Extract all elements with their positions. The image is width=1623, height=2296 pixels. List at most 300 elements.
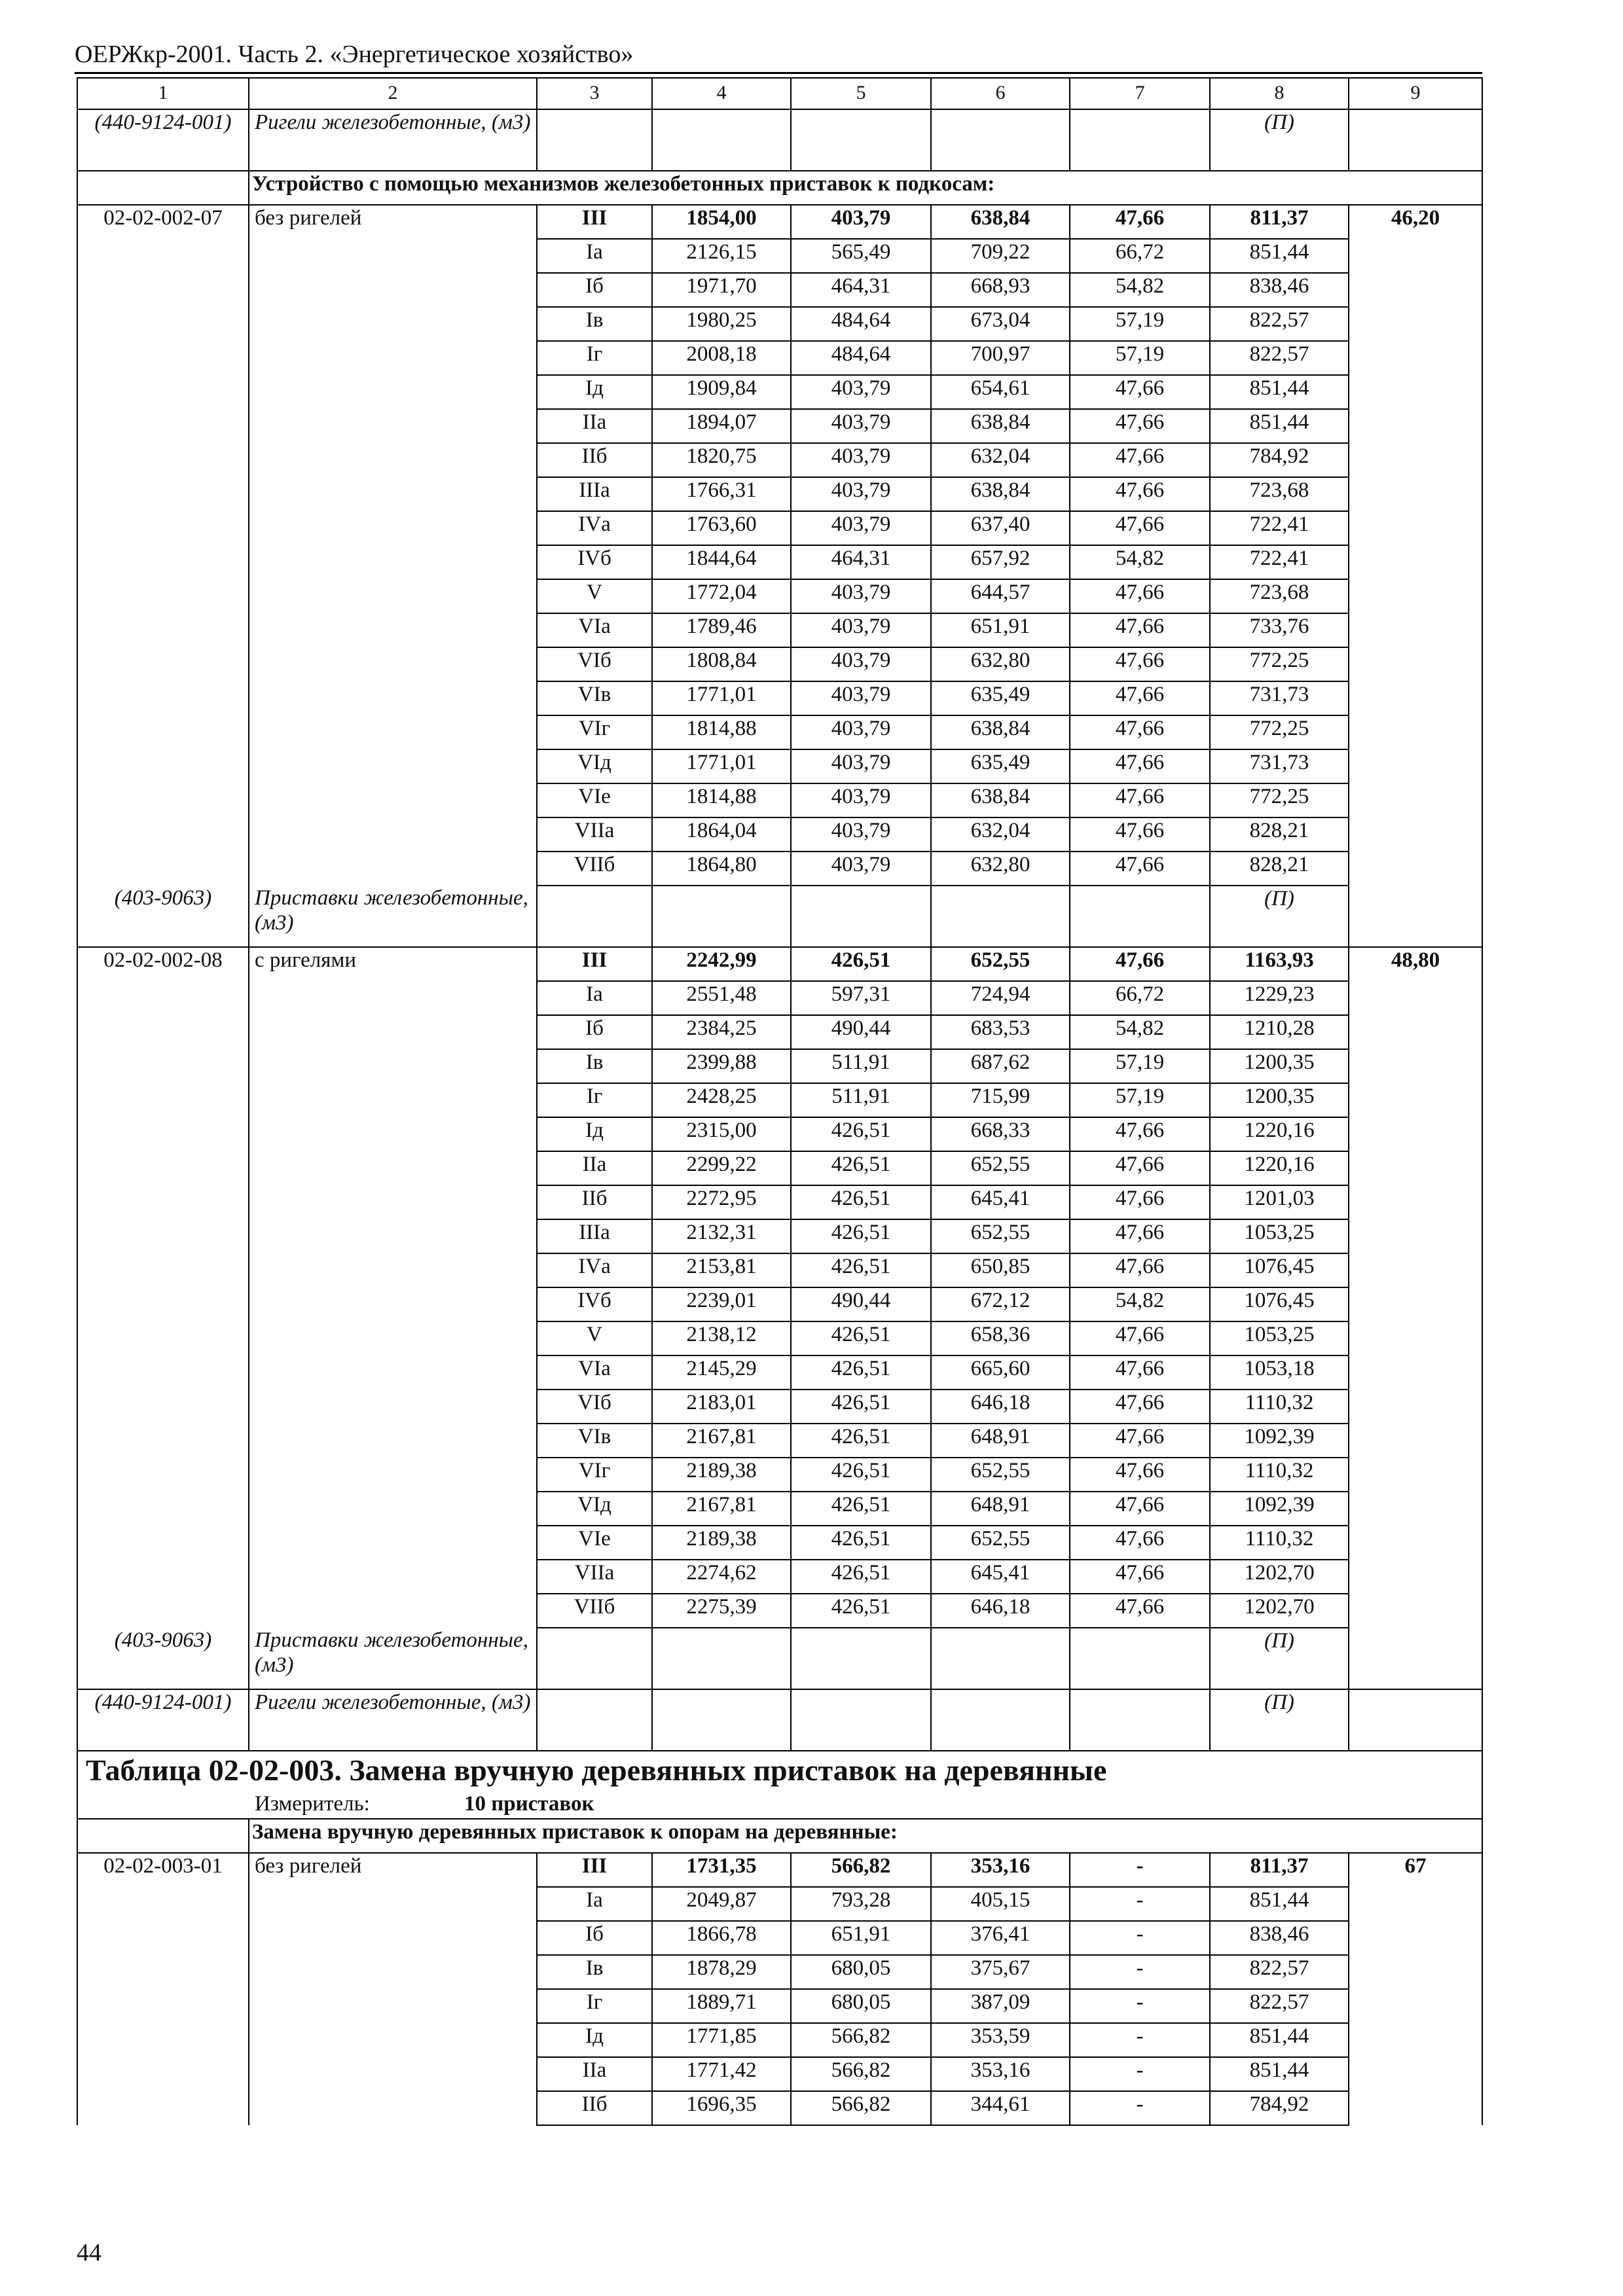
machine-operation: 638,84: [931, 715, 1070, 749]
machinist-wages: 54,82: [1070, 545, 1210, 579]
machinist-wages: 47,66: [1070, 1492, 1210, 1526]
rate-row: [77, 947, 1482, 981]
wages: 403,79: [791, 715, 931, 749]
materials: 733,76: [1210, 613, 1349, 647]
materials: 851,44: [1210, 239, 1349, 273]
region-zone: Iб: [537, 273, 652, 307]
machine-operation: 646,18: [931, 1594, 1070, 1628]
machinist-wages: 57,19: [1070, 307, 1210, 341]
region-zone: VIIб: [537, 852, 652, 886]
materials: 822,57: [1210, 1989, 1349, 2023]
machine-operation: 645,41: [931, 1560, 1070, 1594]
total-cost: 2167,81: [652, 1424, 791, 1458]
total-cost: 2008,18: [652, 341, 791, 375]
wages: 426,51: [791, 1526, 931, 1560]
region-zone: Iв: [537, 1049, 652, 1083]
machine-operation: 668,93: [931, 273, 1070, 307]
column-number-row: [77, 78, 1482, 109]
wages: 511,91: [791, 1049, 931, 1083]
page-number: 44: [77, 2239, 101, 2267]
materials: 1110,32: [1210, 1390, 1349, 1424]
region-zone: IIа: [537, 2057, 652, 2091]
materials: 772,25: [1210, 647, 1349, 681]
wages: 426,51: [791, 1560, 931, 1594]
resource-reference-row: [77, 109, 1482, 171]
column-number: 6: [931, 78, 1070, 109]
rate-code: 02-02-002-08: [77, 947, 249, 1628]
column-number: 1: [77, 78, 249, 109]
region-zone: IIа: [537, 1151, 652, 1185]
total-cost: 1894,07: [652, 409, 791, 443]
wages: 426,51: [791, 1185, 931, 1219]
rate-description: с ригелями: [249, 947, 537, 1628]
wages: 426,51: [791, 1253, 931, 1287]
region-zone: IVа: [537, 1253, 652, 1287]
wages: 403,79: [791, 375, 931, 409]
machinist-wages: 54,82: [1070, 1015, 1210, 1049]
section-heading-row: [77, 1819, 1482, 1853]
rate-code: 02-02-003-01: [77, 1853, 249, 2125]
total-cost: 2049,87: [652, 1887, 791, 1921]
region-zone: VIд: [537, 749, 652, 783]
materials: 1092,39: [1210, 1492, 1349, 1526]
resource-flag: (П): [1210, 886, 1349, 947]
labor-costs: 48,80: [1349, 947, 1482, 1628]
resource-flag: (П): [1210, 109, 1349, 171]
total-cost: 2274,62: [652, 1560, 791, 1594]
region-zone: IIб: [537, 1185, 652, 1219]
total-cost: 2189,38: [652, 1526, 791, 1560]
machine-operation: 658,36: [931, 1321, 1070, 1355]
wages: 403,79: [791, 749, 931, 783]
machine-operation: 638,84: [931, 477, 1070, 511]
total-cost: 1696,35: [652, 2091, 791, 2125]
region-zone: Iд: [537, 1117, 652, 1151]
machine-operation: 353,16: [931, 2057, 1070, 2091]
machinist-wages: -: [1070, 1853, 1210, 1887]
total-cost: 2126,15: [652, 239, 791, 273]
materials: 851,44: [1210, 2023, 1349, 2057]
materials: 1220,16: [1210, 1117, 1349, 1151]
total-cost: 1864,04: [652, 817, 791, 852]
machinist-wages: 47,66: [1070, 817, 1210, 852]
materials: 822,57: [1210, 341, 1349, 375]
total-cost: 2299,22: [652, 1151, 791, 1185]
materials: 851,44: [1210, 2057, 1349, 2091]
section-heading-row: [77, 171, 1482, 205]
wages: 426,51: [791, 1390, 931, 1424]
region-zone: III: [537, 1853, 652, 1887]
wages: 566,82: [791, 2057, 931, 2091]
wages: 426,51: [791, 1219, 931, 1253]
machinist-wages: 54,82: [1070, 273, 1210, 307]
resource-code: (440-9124-001): [77, 109, 249, 171]
measure-value: 10 приставок: [464, 1792, 594, 1816]
region-zone: Iд: [537, 2023, 652, 2057]
total-cost: 2242,99: [652, 947, 791, 981]
machine-operation: 651,91: [931, 613, 1070, 647]
region-zone: Iа: [537, 239, 652, 273]
materials: 731,73: [1210, 681, 1349, 715]
region-zone: VIб: [537, 647, 652, 681]
wages: 680,05: [791, 1955, 931, 1989]
machinist-wages: 47,66: [1070, 1560, 1210, 1594]
region-zone: Iа: [537, 1887, 652, 1921]
total-cost: 1854,00: [652, 205, 791, 239]
wages: 793,28: [791, 1887, 931, 1921]
materials: 851,44: [1210, 375, 1349, 409]
header-rule: [75, 72, 1482, 74]
materials: 811,37: [1210, 205, 1349, 239]
materials: 723,68: [1210, 477, 1349, 511]
materials: 784,92: [1210, 2091, 1349, 2125]
wages: 464,31: [791, 273, 931, 307]
region-zone: VIб: [537, 1390, 652, 1424]
total-cost: 1820,75: [652, 443, 791, 477]
total-cost: 1980,25: [652, 307, 791, 341]
wages: 651,91: [791, 1921, 931, 1955]
machine-operation: 652,55: [931, 1151, 1070, 1185]
total-cost: 2399,88: [652, 1049, 791, 1083]
rate-description: без ригелей: [249, 1853, 537, 2125]
wages: 426,51: [791, 947, 931, 981]
wages: 403,79: [791, 443, 931, 477]
machine-operation: 635,49: [931, 681, 1070, 715]
machine-operation: 637,40: [931, 511, 1070, 545]
materials: 731,73: [1210, 749, 1349, 783]
materials: 811,37: [1210, 1853, 1349, 1887]
wages: 566,82: [791, 2091, 931, 2125]
materials: 1092,39: [1210, 1424, 1349, 1458]
wages: 403,79: [791, 579, 931, 613]
machine-operation: 668,33: [931, 1117, 1070, 1151]
total-cost: 1864,80: [652, 852, 791, 886]
machinist-wages: 47,66: [1070, 511, 1210, 545]
machinist-wages: 57,19: [1070, 1083, 1210, 1117]
rate-row: [77, 205, 1482, 239]
machinist-wages: 47,66: [1070, 1526, 1210, 1560]
materials: 851,44: [1210, 409, 1349, 443]
resource-description: Ригели железобетонные, (м3): [249, 1689, 537, 1751]
total-cost: 2132,31: [652, 1219, 791, 1253]
total-cost: 2239,01: [652, 1287, 791, 1321]
wages: 403,79: [791, 477, 931, 511]
materials: 722,41: [1210, 511, 1349, 545]
measure-label: Измеритель:: [255, 1792, 370, 1816]
resource-flag: (П): [1210, 1628, 1349, 1689]
machine-operation: 683,53: [931, 1015, 1070, 1049]
region-zone: VIг: [537, 715, 652, 749]
region-zone: Iг: [537, 1989, 652, 2023]
machine-operation: 646,18: [931, 1390, 1070, 1424]
materials: 1200,35: [1210, 1049, 1349, 1083]
materials: 1076,45: [1210, 1287, 1349, 1321]
wages: 680,05: [791, 1989, 931, 2023]
machine-operation: 715,99: [931, 1083, 1070, 1117]
total-cost: 2183,01: [652, 1390, 791, 1424]
materials: 1202,70: [1210, 1560, 1349, 1594]
machinist-wages: -: [1070, 1887, 1210, 1921]
machine-operation: 638,84: [931, 409, 1070, 443]
wages: 597,31: [791, 981, 931, 1015]
resource-reference-row: [77, 1689, 1482, 1751]
region-zone: IIб: [537, 443, 652, 477]
machinist-wages: 47,66: [1070, 1390, 1210, 1424]
materials: 1076,45: [1210, 1253, 1349, 1287]
machinist-wages: -: [1070, 1955, 1210, 1989]
region-zone: IIIа: [537, 477, 652, 511]
total-cost: 2275,39: [652, 1594, 791, 1628]
machinist-wages: 47,66: [1070, 1424, 1210, 1458]
column-number: 4: [652, 78, 791, 109]
labor-costs: 46,20: [1349, 205, 1482, 886]
machinist-wages: 54,82: [1070, 1287, 1210, 1321]
wages: 403,79: [791, 681, 931, 715]
wages: 403,79: [791, 205, 931, 239]
machine-operation: 644,57: [931, 579, 1070, 613]
wages: 490,44: [791, 1287, 931, 1321]
machinist-wages: 47,66: [1070, 852, 1210, 886]
machinist-wages: 47,66: [1070, 1321, 1210, 1355]
total-cost: 1889,71: [652, 1989, 791, 2023]
region-zone: VIIа: [537, 1560, 652, 1594]
machine-operation: 709,22: [931, 239, 1070, 273]
materials: 722,41: [1210, 545, 1349, 579]
machine-operation: 645,41: [931, 1185, 1070, 1219]
materials: 1110,32: [1210, 1526, 1349, 1560]
machinist-wages: 47,66: [1070, 409, 1210, 443]
materials: 822,57: [1210, 307, 1349, 341]
resource-code: (403-9063): [77, 1628, 249, 1689]
machinist-wages: 47,66: [1070, 375, 1210, 409]
resource-code: (403-9063): [77, 886, 249, 947]
region-zone: VIIб: [537, 1594, 652, 1628]
total-cost: 1971,70: [652, 273, 791, 307]
machine-operation: 687,62: [931, 1049, 1070, 1083]
total-cost: 2551,48: [652, 981, 791, 1015]
wages: 484,64: [791, 341, 931, 375]
machinist-wages: 57,19: [1070, 1049, 1210, 1083]
total-cost: 1909,84: [652, 375, 791, 409]
machinist-wages: -: [1070, 1989, 1210, 2023]
wages: 426,51: [791, 1492, 931, 1526]
machinist-wages: 47,66: [1070, 1458, 1210, 1492]
region-zone: IIа: [537, 409, 652, 443]
wages: 566,82: [791, 1853, 931, 1887]
total-cost: 1763,60: [652, 511, 791, 545]
materials: 1163,93: [1210, 947, 1349, 981]
wages: 490,44: [791, 1015, 931, 1049]
total-cost: 2167,81: [652, 1492, 791, 1526]
materials: 838,46: [1210, 1921, 1349, 1955]
machine-operation: 652,55: [931, 947, 1070, 981]
table-title-row: [77, 1751, 1482, 1791]
region-zone: IIIа: [537, 1219, 652, 1253]
region-zone: VIа: [537, 613, 652, 647]
materials: 1229,23: [1210, 981, 1349, 1015]
machinist-wages: 47,66: [1070, 647, 1210, 681]
machine-operation: 724,94: [931, 981, 1070, 1015]
section-heading: Устройство с помощью механизмов железобетонных приставок к подкосам:: [249, 171, 1482, 205]
region-zone: III: [537, 947, 652, 981]
machinist-wages: 47,66: [1070, 681, 1210, 715]
total-cost: 2153,81: [652, 1253, 791, 1287]
machine-operation: 353,59: [931, 2023, 1070, 2057]
total-cost: 1771,85: [652, 2023, 791, 2057]
materials: 1201,03: [1210, 1185, 1349, 1219]
machinist-wages: 47,66: [1070, 1355, 1210, 1390]
resource-description: Приставки железобетонные, (м3): [249, 886, 537, 947]
resource-code: (440-9124-001): [77, 1689, 249, 1751]
materials: 1053,25: [1210, 1219, 1349, 1253]
machinist-wages: 66,72: [1070, 239, 1210, 273]
region-zone: V: [537, 1321, 652, 1355]
total-cost: 1878,29: [652, 1955, 791, 1989]
machinist-wages: 66,72: [1070, 981, 1210, 1015]
total-cost: 2189,38: [652, 1458, 791, 1492]
resource-reference-row: [77, 886, 1482, 947]
machine-operation: 632,80: [931, 647, 1070, 681]
column-number: 3: [537, 78, 652, 109]
region-zone: IVб: [537, 1287, 652, 1321]
machine-operation: 654,61: [931, 375, 1070, 409]
machinist-wages: -: [1070, 2023, 1210, 2057]
resource-reference-row: [77, 1628, 1482, 1689]
machine-operation: 632,04: [931, 817, 1070, 852]
machinist-wages: -: [1070, 1921, 1210, 1955]
machine-operation: 632,80: [931, 852, 1070, 886]
total-cost: 2384,25: [652, 1015, 791, 1049]
machine-operation: 657,92: [931, 545, 1070, 579]
region-zone: V: [537, 579, 652, 613]
rate-row: [77, 1853, 1482, 1887]
total-cost: 1766,31: [652, 477, 791, 511]
wages: 403,79: [791, 852, 931, 886]
machinist-wages: 47,66: [1070, 1594, 1210, 1628]
machine-operation: 700,97: [931, 341, 1070, 375]
resource-flag: (П): [1210, 1689, 1349, 1751]
column-number: 5: [791, 78, 931, 109]
total-cost: 1771,01: [652, 681, 791, 715]
machine-operation: 638,84: [931, 783, 1070, 817]
machinist-wages: -: [1070, 2057, 1210, 2091]
machinist-wages: 47,66: [1070, 1219, 1210, 1253]
rate-code: 02-02-002-07: [77, 205, 249, 886]
wages: 565,49: [791, 239, 931, 273]
region-zone: Iв: [537, 1955, 652, 1989]
wages: 426,51: [791, 1151, 931, 1185]
column-number: 2: [249, 78, 537, 109]
region-zone: Iв: [537, 307, 652, 341]
rates-table: [77, 77, 1483, 2126]
labor-costs: 67: [1349, 1853, 1482, 2125]
wages: 403,79: [791, 511, 931, 545]
materials: 828,21: [1210, 852, 1349, 886]
machine-operation: 635,49: [931, 749, 1070, 783]
materials: 828,21: [1210, 817, 1349, 852]
column-number: 9: [1349, 78, 1482, 109]
materials: 851,44: [1210, 1887, 1349, 1921]
wages: 426,51: [791, 1321, 931, 1355]
wages: 426,51: [791, 1424, 931, 1458]
region-zone: Iа: [537, 981, 652, 1015]
machinist-wages: 47,66: [1070, 1117, 1210, 1151]
materials: 1053,25: [1210, 1321, 1349, 1355]
wages: 403,79: [791, 409, 931, 443]
machine-operation: 665,60: [931, 1355, 1070, 1390]
materials: 723,68: [1210, 579, 1349, 613]
total-cost: 1814,88: [652, 715, 791, 749]
machine-operation: 648,91: [931, 1424, 1070, 1458]
wages: 464,31: [791, 545, 931, 579]
wages: 403,79: [791, 647, 931, 681]
region-zone: VIв: [537, 681, 652, 715]
materials: 1202,70: [1210, 1594, 1349, 1628]
machine-operation: 652,55: [931, 1526, 1070, 1560]
measure-row: [77, 1791, 1482, 1819]
region-zone: VIа: [537, 1355, 652, 1390]
machine-operation: 405,15: [931, 1887, 1070, 1921]
machine-operation: 650,85: [931, 1253, 1070, 1287]
total-cost: 1731,35: [652, 1853, 791, 1887]
total-cost: 1789,46: [652, 613, 791, 647]
region-zone: VIв: [537, 1424, 652, 1458]
machine-operation: 376,41: [931, 1921, 1070, 1955]
wages: 403,79: [791, 817, 931, 852]
machine-operation: 638,84: [931, 205, 1070, 239]
region-zone: VIг: [537, 1458, 652, 1492]
machine-operation: 375,67: [931, 1955, 1070, 1989]
page-header: ОЕРЖкр-2001. Часть 2. «Энергетическое хозяйство»: [75, 41, 634, 68]
region-zone: VIе: [537, 1526, 652, 1560]
machine-operation: 652,55: [931, 1458, 1070, 1492]
total-cost: 2428,25: [652, 1083, 791, 1117]
machine-operation: 344,61: [931, 2091, 1070, 2125]
machine-operation: 632,04: [931, 443, 1070, 477]
resource-description: Приставки железобетонные, (м3): [249, 1628, 537, 1689]
machine-operation: 673,04: [931, 307, 1070, 341]
machinist-wages: 47,66: [1070, 715, 1210, 749]
wages: 426,51: [791, 1458, 931, 1492]
wages: 426,51: [791, 1594, 931, 1628]
materials: 1210,28: [1210, 1015, 1349, 1049]
region-zone: Iб: [537, 1015, 652, 1049]
machinist-wages: 47,66: [1070, 1253, 1210, 1287]
region-zone: IVб: [537, 545, 652, 579]
materials: 838,46: [1210, 273, 1349, 307]
machinist-wages: 47,66: [1070, 783, 1210, 817]
rate-description: без ригелей: [249, 205, 537, 886]
total-cost: 1771,01: [652, 749, 791, 783]
region-zone: VIд: [537, 1492, 652, 1526]
total-cost: 1808,84: [652, 647, 791, 681]
column-number: 8: [1210, 78, 1349, 109]
materials: 1200,35: [1210, 1083, 1349, 1117]
column-number: 7: [1070, 78, 1210, 109]
region-zone: IVа: [537, 511, 652, 545]
materials: 772,25: [1210, 715, 1349, 749]
machinist-wages: 47,66: [1070, 947, 1210, 981]
region-zone: IIб: [537, 2091, 652, 2125]
materials: 784,92: [1210, 443, 1349, 477]
machinist-wages: 47,66: [1070, 205, 1210, 239]
region-zone: Iд: [537, 375, 652, 409]
total-cost: 1771,42: [652, 2057, 791, 2091]
region-zone: Iг: [537, 1083, 652, 1117]
machine-operation: 672,12: [931, 1287, 1070, 1321]
wages: 403,79: [791, 613, 931, 647]
region-zone: Iг: [537, 341, 652, 375]
